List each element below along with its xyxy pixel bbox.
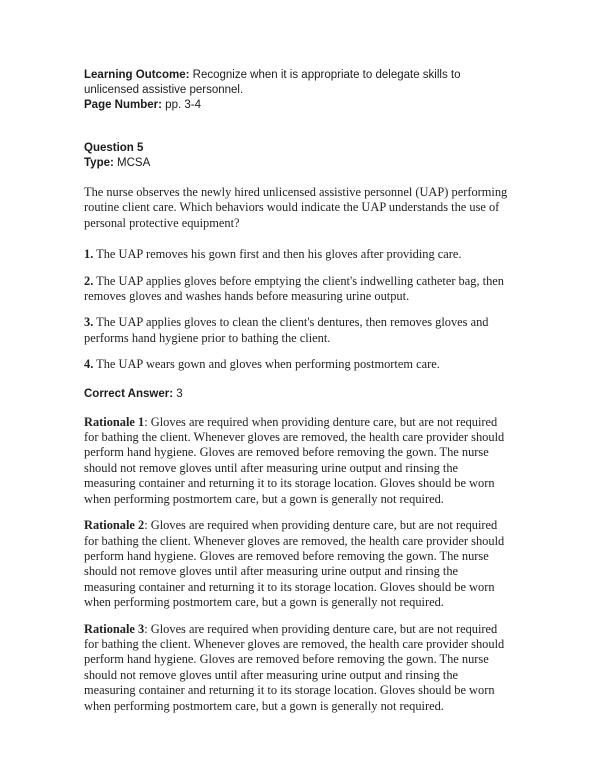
option-3-number: 3. [84,315,94,330]
correct-answer-value: 3 [176,387,183,400]
option-1-number: 1. [84,247,94,262]
option-3-text: The UAP applies gloves to clean the client's dentures, then removes gloves and performs hand hygiene prior to bathing the client. [84,315,489,345]
rationale-3 [84,622,512,714]
rationale-1-label: Rationale 1 [84,414,145,429]
option-2-number: 2. [84,273,94,288]
option-1-text: The UAP removes his gown first and then his gloves after providing care. [96,247,462,262]
rationale-2-label: Rationale 2 [84,518,145,533]
learning-outcome-line [84,68,512,98]
rationale-1-text: Gloves are required when providing denture care, but are not required for bathing the client. Whenever gloves are removed, the health care provider should perform hand hygiene. Gloves are removed before removing the gown. The nurse should not remove gloves until after measuring urine output and rinsing the measuring container and returning it to its storage location. Gloves should be worn when performing postmortem care, but a gown is generally not required. [84,414,505,506]
answer-option-2 [84,274,512,305]
correct-answer-line [84,387,512,402]
rationale-1 [84,415,512,507]
page-number-label: Page Number: [84,99,162,111]
answer-option-4 [84,357,512,372]
question-meta-block [84,68,512,113]
question-type-line [84,156,512,171]
page-number-line [84,98,512,113]
learning-outcome-text: Recognize when it is appropriate to delegate skills to unlicensed assistive personnel. [84,69,461,96]
rationale-2-separator: : [144,518,151,533]
rationale-3-label: Rationale 3 [84,621,145,636]
question-stem: The nurse observes the newly hired unlicensed assistive personnel (UAP) performing routine client care. Which behaviors would indicate the UAP understands the use of personal protective equipment? [84,185,508,230]
page-number-value: pp. 3-4 [165,99,201,111]
rationale-3-separator: : [144,621,151,636]
rationale-2-text: Gloves are required when providing denture care, but are not required for bathing the client. Whenever gloves are removed, the health care provider should perform hand hygiene. Gloves are removed before removing the gown. The nurse should not remove gloves until after measuring urine output and rinsing the measuring container and returning it to its storage location. Gloves should be worn when performing postmortem care, but a gown is generally not required. [84,518,505,610]
answer-option-1 [84,247,512,262]
option-4-text: The UAP wears gown and gloves when performing postmortem care. [96,357,440,372]
question-type-label: Type: [84,157,114,169]
question-type-value: MCSA [117,157,151,169]
rationale-1-separator: : [144,414,151,429]
learning-outcome-label: Learning Outcome: [84,69,190,81]
question-title: Question 5 [84,142,144,154]
rationale-2 [84,518,512,610]
option-4-number: 4. [84,357,94,372]
rationale-3-text: Gloves are required when providing denture care, but are not required for bathing the client. Whenever gloves are removed, the health care provider should perform hand hygiene. Gloves are removed before removing the gown. The nurse should not remove gloves until after measuring urine output and rinsing the measuring container and returning it to its storage location. Gloves should be worn when performing postmortem care, but a gown is generally not required. [84,621,505,713]
option-2-text: The UAP applies gloves before emptying the client's indwelling catheter bag, then removes gloves and washes hands before measuring urine output. [84,273,504,304]
answer-option-3 [84,315,512,346]
correct-answer-label: Correct Answer: [84,387,174,400]
